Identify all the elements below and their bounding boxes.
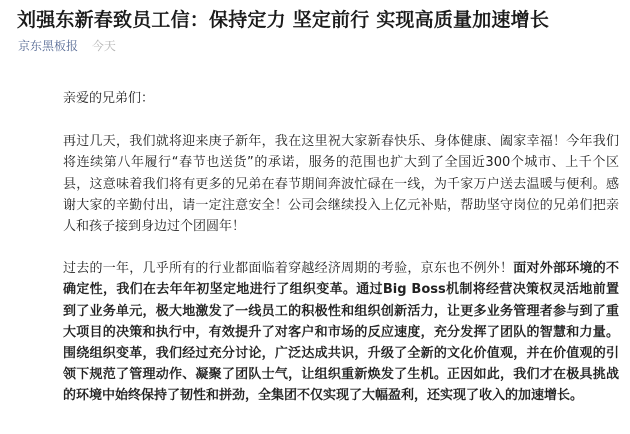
article-title: 刘强东新春致员工信：保持定力 坚定前行 实现高质量加速增长 <box>17 9 550 31</box>
account-name-link[interactable]: 京东黑板报 <box>18 39 79 53</box>
article-meta <box>18 37 116 55</box>
publish-time: 今天 <box>91 39 116 53</box>
paragraph-2-bold-text: 面对外部环境的不确定性，我们在去年年初坚定地进行了组织变革。通过Big Boss机制将经营决策权灵活地前置到了业务单元，极大地激发了一线员工的积极性和组织创新活力，让更多业务管理者参与到了重大项目的决策和执行中，有效提升了对客户和市场的反应速度，充分发挥了团队的智慧和力量。 <box>63 261 619 340</box>
paragraph-1: 再过几天，我们就将迎来庚子新年，我在这里祝大家新春快乐、身体健康、阖家幸福！今年我们将连续第八年履行“春节也送货”的承诺，服务的范围也扩大到了全国近300个城市、上千个区县，这意味着我们将有更多的兄弟在春节期间奔波忙碌在一线，为千家万户送去温暖与便利。感谢大家的辛勤付出，请一定注意安全！公司会继续投入上亿元补贴，帮助坚守岗位的兄弟们把亲人和孩子接到身边过个团圆年！ <box>63 134 619 235</box>
paragraph-2-normal-text: 过去的一年，几乎所有的行业都面临着穿越经济周期的考验，京东也不例外！ <box>63 261 514 277</box>
greeting: 亲爱的兄弟们： <box>63 91 155 106</box>
paragraph-2-tail-text: 围绕组织变革，我们经过充分讨论，广泛达成共识，升级了全新的文化价值观，并在价值观的引领下规范了管理动作、凝聚了团队士气，让组织重新焕发了生机。正因如此，我们才在极具挑战的环境中始终保持了韧性和拼劲，全集团不仅实现了大幅盈利，还实现了收入的加速增长。 <box>63 346 619 404</box>
paragraph-2 <box>63 258 619 406</box>
article-content <box>63 88 619 428</box>
